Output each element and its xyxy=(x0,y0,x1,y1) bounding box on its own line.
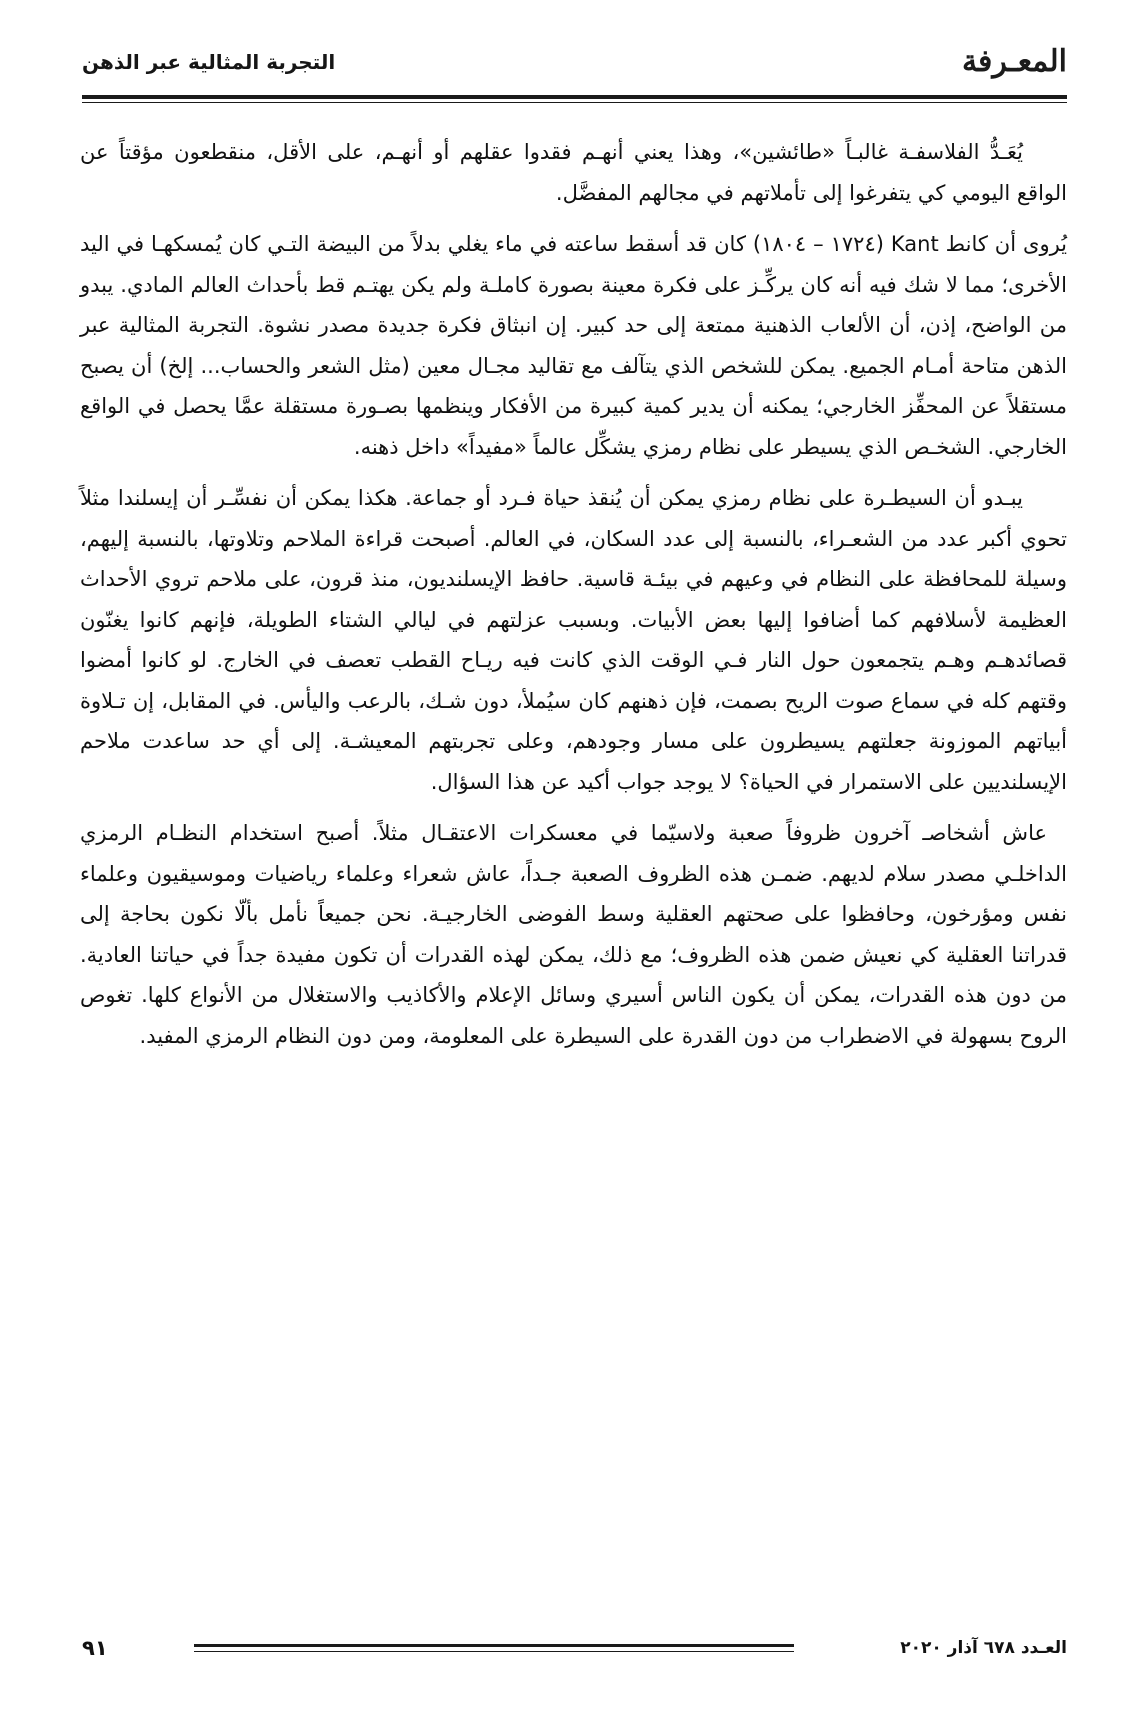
page-footer xyxy=(82,1636,1067,1666)
header-rule-thin xyxy=(82,102,1067,103)
paragraph-1: يُعَـدُّ الفلاسفـة غالبـاً «طائشين»، وهذا يعني أنهـم فقدوا عقلهم أو أنهـم، على الأقل، منقطعون مؤقتاً عن الواقع اليومي كي يتفرغوا إلى تأملاتهم في مجالهم المفضَّل. xyxy=(80,140,1067,205)
page-header xyxy=(82,44,1067,90)
paragraph-2: يُروى أن كانط Kant (١٧٢٤ – ١٨٠٤) كان قد أسقط ساعته في ماء يغلي بدلاً من البيضة التـي كان يُمسكهـا في اليد الأخرى؛ مما لا شك فيه أنه كان يركِّـز على فكرة معينة بصورة كاملـة ولم يكن يهتـم قط بأحداث العالم المادي. يبدو من الواضح، إذن، أن الألعاب الذهنية ممتعة إلى حد كبير. إن انبثاق فكرة جديدة مصدر نشوة. التجربة المثالية عبر الذهن متاحة أمـام الجميع. يمكن للشخص الذي يتآلف مع تقاليد مجـال معين (مثل الشعر والحساب... إلخ) أن يصبح مستقلاً عن المحفِّز الخارجي؛ يمكنه أن يدير كمية كبيرة من الأفكار وينظمها بصـورة مستقلة عمَّا يحصل في الواقع الخارجي. الشخـص الذي يسيطر على نظام رمزي يشكِّل عالماً «مفيداً» داخل ذهنه. xyxy=(80,232,1068,459)
running-title: التجربة المثالية عبر الذهن xyxy=(82,50,336,74)
issue-info: العـدد ٦٧٨ آذار ٢٠٢٠ xyxy=(900,1638,1067,1658)
magazine-logo: المعـرفة xyxy=(961,44,1067,79)
header-rule-thick xyxy=(82,95,1067,99)
footer-rule-thin xyxy=(194,1651,794,1652)
article-body xyxy=(80,132,1067,1067)
page-number: ٩١ xyxy=(82,1636,108,1660)
footer-rule-thick xyxy=(194,1644,794,1647)
paragraph-4: عاش أشخاصـ آخرون ظروفاً صعبة ولاسيّما في معسكرات الاعتقـال مثلاً. أصبح استخدام النظـام الرمزي الداخلـي مصدر سلام لديهم. ضمـن هذه الظروف الصعبة جـداً، عاش شعراء وعلماء رياضيات وموسيقيون وعلماء نفس ومؤرخون، وحافظوا على صحتهم العقلية وسط الفوضى الخارجيـة. نحن جميعاً نأمل بألّا نكون بحاجة إلى قدراتنا العقلية كي نعيش ضمن هذه الظروف؛ مع ذلك، يمكن لهذه القدرات أن تكون مفيدة جداً في حياتنا العادية. من دون هذه القدرات، يمكن أن يكون الناس أسيري وسائل الإعلام والأكاذيب والاستغلال من الأنواع كلها. تغوص الروح بسهولة في الاضطراب من دون القدرة على السيطرة على المعلومة، ومن دون النظام الرمزي المفيد. xyxy=(80,821,1067,1048)
paragraph-3: يبـدو أن السيطـرة على نظام رمزي يمكن أن يُنقذ حياة فـرد أو جماعة. هكذا يمكن أن نفسِّـر أن إيسلندا مثلاً تحوي أكبر عدد من الشعـراء، بالنسبة إلى عدد السكان، في العالم. أصبحت قراءة الملاحم وتلاوتها، بالنسبة إليهم، وسيلة للمحافظة على النظام في وعيهم في بيئـة قاسية. حافظ الإيسلنديون، منذ قرون، على ملاحم تروي الأحداث العظيمة لأسلافهم كما أضافوا إليها بعض الأبيات. وبسبب عزلتهم في ليالي الشتاء الطويلة، فإنهم كانوا يغنّون قصائدهـم وهـم يتجمعون حول النار فـي الوقت الذي كانت فيه ريـاح القطب تعصف في الخارج. لو كانوا أمضوا وقتهم كله في سماع صوت الريح بصمت، فإن ذهنهم كان سيُملأ، دون شـك، بالرعب واليأس. في المقابل، إن تـلاوة أبياتهم الموزونة جعلتهم يسيطرون على مسار وجودهم، وعلى تجربتهم المعيشـة. إلى أي حد ساعدت ملاحم الإيسلنديين على الاستمرار في الحياة؟ لا يوجد جواب أكيد عن هذا السؤال. xyxy=(80,486,1067,794)
